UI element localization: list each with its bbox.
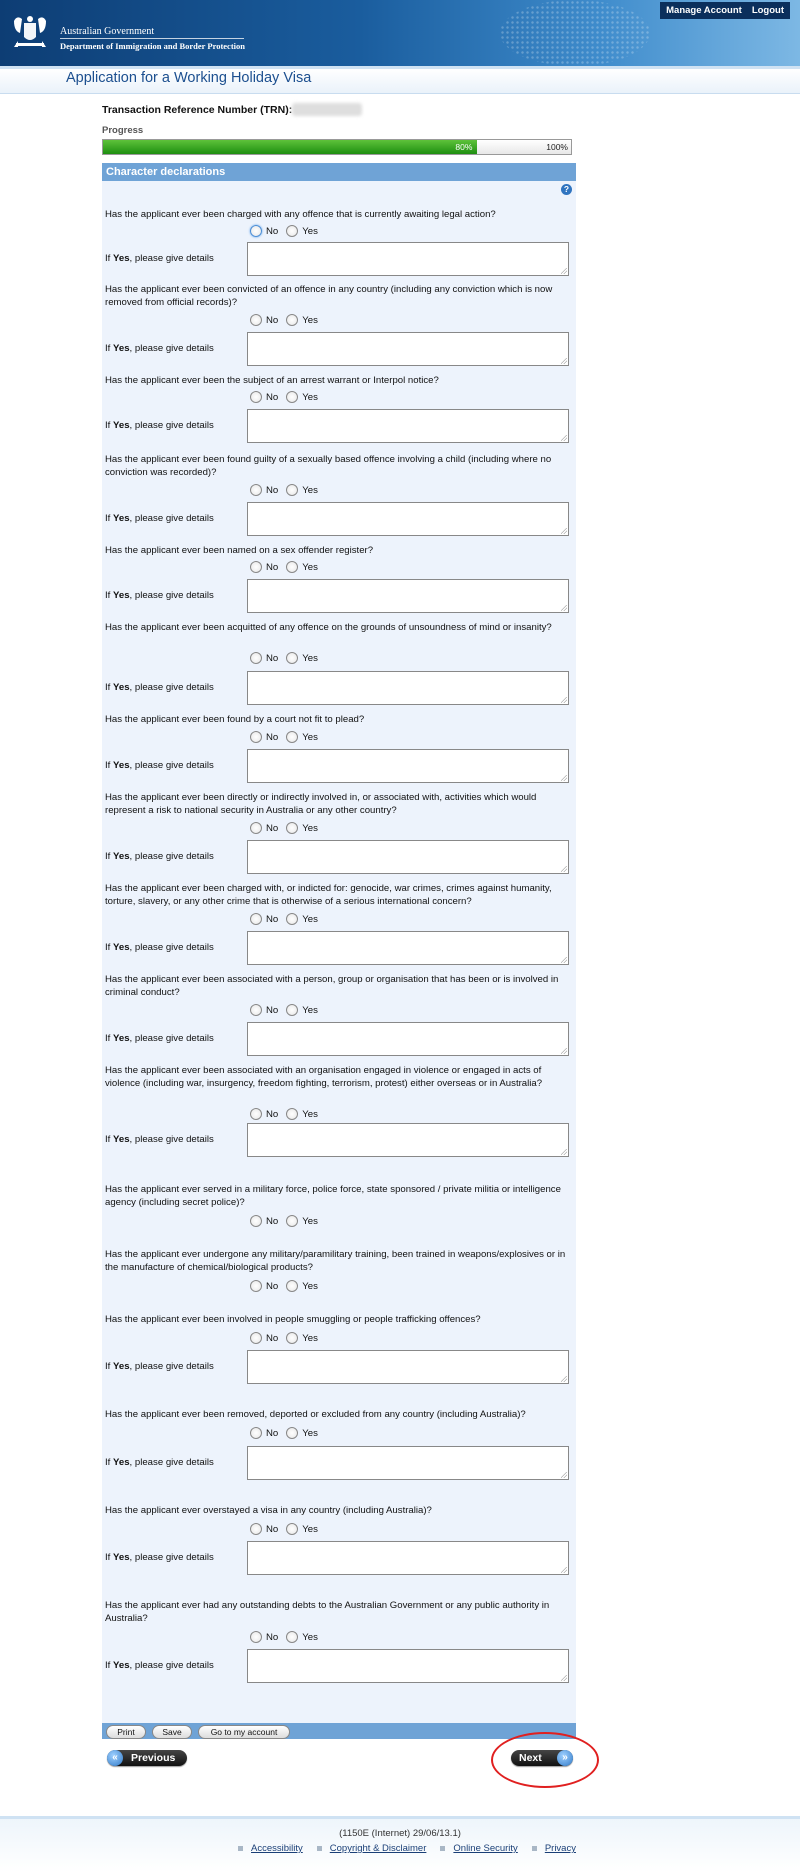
question-text: Has the applicant ever overstayed a visa in any country (including Australia)? [105, 1505, 432, 1516]
answer-radio-group [250, 913, 326, 925]
answer-radio-group [250, 1280, 326, 1292]
radio-no[interactable] [250, 1280, 262, 1292]
radio-yes-label: Yes [302, 314, 318, 326]
radio-no-label: No [266, 1108, 279, 1120]
details-textarea[interactable] [247, 409, 569, 443]
help-icon[interactable]: ? [561, 184, 572, 195]
go-to-account-button[interactable]: Go to my account [198, 1725, 290, 1739]
logout-link[interactable]: Logout [751, 5, 784, 16]
details-label-yes: Yes [113, 1552, 130, 1563]
question-text: Has the applicant ever been associated with a person, group or organisation that has been or is involved in criminal conduct? [105, 974, 559, 998]
details-textarea[interactable] [247, 931, 569, 965]
details-label-yes: Yes [113, 1660, 130, 1671]
radio-no-label: No [266, 484, 279, 496]
accessibility-link[interactable]: Accessibility [251, 1843, 303, 1854]
answer-radio-group [250, 1427, 326, 1439]
details-label-yes: Yes [113, 590, 130, 601]
radio-yes-label: Yes [302, 822, 318, 834]
privacy-link[interactable]: Privacy [544, 1843, 576, 1854]
copyright-link[interactable]: Copyright & Disclaimer [329, 1843, 427, 1854]
details-textarea[interactable] [247, 332, 569, 366]
details-label-prefix: If [105, 1552, 113, 1563]
dept-name: Department of Immigration and Border Protection [60, 41, 246, 51]
save-button[interactable]: Save [152, 1725, 192, 1739]
radio-yes[interactable] [286, 1004, 298, 1016]
radio-yes-label: Yes [302, 1523, 318, 1535]
details-label-prefix: If [105, 420, 113, 431]
radio-yes[interactable] [286, 652, 298, 664]
details-label-suffix: , please give details [129, 253, 214, 264]
answer-radio-group [250, 1215, 326, 1227]
footer-version: (1150E (Internet) 29/06/13.1) [339, 1828, 461, 1839]
answer-radio-group [250, 1332, 326, 1344]
radio-no[interactable] [250, 1215, 262, 1227]
answer-radio-group [250, 225, 326, 237]
radio-no[interactable] [250, 561, 262, 573]
radio-yes-label: Yes [302, 1108, 318, 1120]
radio-yes[interactable] [286, 1631, 298, 1643]
radio-yes[interactable] [286, 391, 298, 403]
details-textarea[interactable] [247, 840, 569, 874]
details-label-prefix: If [105, 253, 113, 264]
details-label-prefix: If [105, 343, 113, 354]
radio-no-label: No [266, 1523, 279, 1535]
progress-fill [103, 140, 477, 154]
progress-label: Progress [102, 125, 144, 136]
radio-yes[interactable] [286, 731, 298, 743]
answer-radio-group [250, 822, 326, 834]
previous-arrow-icon: « [107, 1750, 123, 1766]
details-label-prefix: If [105, 1361, 113, 1372]
details-label-prefix: If [105, 682, 113, 693]
next-label: Next [519, 1752, 542, 1764]
answer-radio-group [250, 1523, 326, 1535]
details-label-suffix: , please give details [129, 343, 214, 354]
character-declarations-form [102, 163, 576, 1736]
radio-no[interactable] [250, 391, 262, 403]
details-label-yes: Yes [113, 942, 130, 953]
radio-yes-label: Yes [302, 1631, 318, 1643]
radio-yes-label: Yes [302, 913, 318, 925]
coat-of-arms-icon [10, 13, 50, 51]
details-label-suffix: , please give details [129, 513, 214, 524]
radio-yes[interactable] [286, 484, 298, 496]
trn-label: Transaction Reference Number (TRN): [102, 104, 293, 116]
details-textarea[interactable] [247, 242, 569, 276]
details-textarea[interactable] [247, 1649, 569, 1683]
radio-no[interactable] [250, 652, 262, 664]
progress-bar [102, 139, 572, 155]
question-text: Has the applicant ever been charged with, or indicted for: genocide, war crimes, crimes against humanity, torture, slavery, or any other crime that is otherwise of a serious international concern? [105, 883, 552, 907]
gov-divider [60, 38, 244, 39]
answer-radio-group [250, 561, 326, 573]
radio-yes[interactable] [286, 561, 298, 573]
header-decoration [500, 0, 650, 66]
radio-yes[interactable] [286, 314, 298, 326]
radio-yes-label: Yes [302, 391, 318, 403]
question-text: Has the applicant ever been the subject of an arrest warrant or Interpol notice? [105, 375, 439, 386]
details-label-prefix: If [105, 942, 113, 953]
details-label [105, 1134, 214, 1145]
radio-yes[interactable] [286, 1332, 298, 1344]
answer-radio-group [250, 484, 326, 496]
radio-no[interactable] [250, 1523, 262, 1535]
radio-no-label: No [266, 225, 279, 237]
site-header [0, 0, 800, 66]
question-text: Has the applicant ever been associated with an organisation engaged in violence or engaged in acts of violence (including war, insurgency, freedom fighting, terrorism, protest) either overseas or in Australia? [105, 1065, 543, 1089]
details-label [105, 513, 214, 524]
details-label-suffix: , please give details [129, 1552, 214, 1563]
details-label-yes: Yes [113, 513, 130, 524]
question-text: Has the applicant ever served in a military force, police force, state sponsored / private militia or intelligence agency (including secret police)? [105, 1184, 561, 1208]
details-label-prefix: If [105, 1033, 113, 1044]
section-title: Character declarations [102, 163, 576, 181]
radio-yes-label: Yes [302, 652, 318, 664]
radio-yes[interactable] [286, 1523, 298, 1535]
details-textarea[interactable] [247, 1350, 569, 1384]
details-label-yes: Yes [113, 1457, 130, 1468]
radio-yes-label: Yes [302, 1004, 318, 1016]
footer-links [0, 1843, 800, 1854]
radio-no-label: No [266, 1631, 279, 1643]
question-text: Has the applicant ever been directly or indirectly involved in, or associated with, activities which would represent a risk to national security in Australia or any other country? [105, 792, 537, 816]
radio-no[interactable] [250, 314, 262, 326]
radio-yes[interactable] [286, 1108, 298, 1120]
radio-yes[interactable] [286, 225, 298, 237]
radio-no-label: No [266, 1332, 279, 1344]
details-label [105, 1552, 214, 1563]
footer-bullet [440, 1846, 445, 1851]
details-label-suffix: , please give details [129, 682, 214, 693]
account-nav [660, 2, 790, 19]
footer-bullet [317, 1846, 322, 1851]
details-label-suffix: , please give details [129, 420, 214, 431]
details-label-prefix: If [105, 1660, 113, 1671]
radio-no[interactable] [250, 1108, 262, 1120]
radio-no-label: No [266, 731, 279, 743]
question-text: Has the applicant ever been found guilty of a sexually based offence involving a child (including where no conviction was recorded)? [105, 454, 552, 478]
details-label-suffix: , please give details [129, 1361, 214, 1372]
details-label [105, 1033, 214, 1044]
radio-yes[interactable] [286, 1215, 298, 1227]
previous-button[interactable] [107, 1750, 187, 1766]
previous-label: Previous [131, 1752, 176, 1764]
next-highlight-annotation [491, 1732, 599, 1788]
details-label-suffix: , please give details [129, 851, 214, 862]
answer-radio-group [250, 1108, 326, 1120]
details-label [105, 590, 214, 601]
details-textarea[interactable] [247, 1022, 569, 1056]
print-button[interactable]: Print [106, 1725, 146, 1739]
radio-yes-label: Yes [302, 1332, 318, 1344]
radio-yes-label: Yes [302, 731, 318, 743]
radio-yes[interactable] [286, 913, 298, 925]
details-label-suffix: , please give details [129, 942, 214, 953]
radio-yes-label: Yes [302, 1427, 318, 1439]
gov-name: Australian Government [60, 26, 155, 37]
radio-yes[interactable] [286, 1427, 298, 1439]
details-textarea[interactable] [247, 502, 569, 536]
radio-yes[interactable] [286, 1280, 298, 1292]
radio-no[interactable] [250, 822, 262, 834]
details-label-suffix: , please give details [129, 1134, 214, 1145]
details-label-yes: Yes [113, 343, 130, 354]
progress-fill-text: 80% [455, 142, 473, 152]
radio-yes-label: Yes [302, 1280, 318, 1292]
footer-bullet [238, 1846, 243, 1851]
online-security-link[interactable]: Online Security [453, 1843, 518, 1854]
details-label [105, 1361, 214, 1372]
question-text: Has the applicant ever been charged with any offence that is currently awaiting legal action? [105, 209, 496, 220]
answer-radio-group [250, 652, 326, 664]
details-label-suffix: , please give details [129, 1457, 214, 1468]
details-label [105, 420, 214, 431]
details-textarea[interactable] [247, 671, 569, 705]
details-label-suffix: , please give details [129, 1033, 214, 1044]
radio-no-label: No [266, 913, 279, 925]
trn-value-redacted [292, 103, 362, 116]
radio-no[interactable] [250, 1631, 262, 1643]
question-text: Has the applicant ever been removed, deported or excluded from any country (including Australia)? [105, 1409, 526, 1420]
radio-no[interactable] [250, 913, 262, 925]
details-label-prefix: If [105, 513, 113, 524]
question-text: Has the applicant ever been acquitted of any offence on the grounds of unsoundness of mind or insanity? [105, 622, 552, 633]
radio-no[interactable] [250, 1332, 262, 1344]
radio-no-label: No [266, 1215, 279, 1227]
radio-yes-label: Yes [302, 1215, 318, 1227]
radio-no[interactable] [250, 225, 262, 237]
details-label-prefix: If [105, 590, 113, 601]
radio-yes-label: Yes [302, 484, 318, 496]
radio-no[interactable] [250, 731, 262, 743]
question-text: Has the applicant ever been named on a sex offender register? [105, 545, 374, 556]
manage-account-link[interactable]: Manage Account [666, 5, 742, 16]
details-textarea[interactable] [247, 749, 569, 783]
details-label-yes: Yes [113, 682, 130, 693]
radio-yes[interactable] [286, 822, 298, 834]
radio-no-label: No [266, 391, 279, 403]
details-label [105, 343, 214, 354]
details-label-prefix: If [105, 760, 113, 771]
details-label [105, 253, 214, 264]
radio-no-label: No [266, 1280, 279, 1292]
details-label [105, 1457, 214, 1468]
radio-yes-label: Yes [302, 225, 318, 237]
radio-no-label: No [266, 822, 279, 834]
details-label-yes: Yes [113, 1033, 130, 1044]
radio-no-label: No [266, 1004, 279, 1016]
answer-radio-group [250, 731, 326, 743]
details-label-yes: Yes [113, 1361, 130, 1372]
details-label [105, 682, 214, 693]
details-label-yes: Yes [113, 760, 130, 771]
answer-radio-group [250, 391, 326, 403]
details-label-yes: Yes [113, 420, 130, 431]
question-text: Has the applicant ever been found by a court not fit to plead? [105, 714, 365, 725]
question-text: Has the applicant ever had any outstanding debts to the Australian Government or any public authority in Australia? [105, 1600, 550, 1624]
answer-radio-group [250, 1004, 326, 1016]
details-label-prefix: If [105, 1134, 113, 1145]
details-label-yes: Yes [113, 1134, 130, 1145]
details-label [105, 1660, 214, 1671]
radio-no[interactable] [250, 1427, 262, 1439]
question-text: Has the applicant ever been involved in people smuggling or people trafficking offences? [105, 1314, 481, 1325]
radio-no-label: No [266, 1427, 279, 1439]
next-arrow-icon: » [557, 1750, 573, 1766]
details-textarea[interactable] [247, 1541, 569, 1575]
radio-yes-label: Yes [302, 561, 318, 573]
details-label [105, 760, 214, 771]
footer-bullet [532, 1846, 537, 1851]
details-textarea[interactable] [247, 1446, 569, 1480]
details-label-prefix: If [105, 1457, 113, 1468]
question-text: Has the applicant ever been convicted of an offence in any country (including any conviction which is now removed from official records)? [105, 284, 553, 308]
progress-total-text: 100% [546, 142, 568, 152]
radio-no[interactable] [250, 1004, 262, 1016]
details-label-suffix: , please give details [129, 590, 214, 601]
question-text: Has the applicant ever undergone any military/paramilitary training, been trained in weapons/explosives or in the manufacture of chemical/biological products? [105, 1249, 566, 1273]
details-label [105, 942, 214, 953]
radio-no-label: No [266, 652, 279, 664]
radio-no[interactable] [250, 484, 262, 496]
details-label-suffix: , please give details [129, 1660, 214, 1671]
radio-no-label: No [266, 314, 279, 326]
details-label-suffix: , please give details [129, 760, 214, 771]
details-label-yes: Yes [113, 851, 130, 862]
answer-radio-group [250, 314, 326, 326]
details-label-yes: Yes [113, 253, 130, 264]
details-label-prefix: If [105, 851, 113, 862]
radio-no-label: No [266, 561, 279, 573]
details-textarea[interactable] [247, 1123, 569, 1157]
details-textarea[interactable] [247, 579, 569, 613]
answer-radio-group [250, 1631, 326, 1643]
details-label [105, 851, 214, 862]
page-title: Application for a Working Holiday Visa [66, 70, 312, 86]
